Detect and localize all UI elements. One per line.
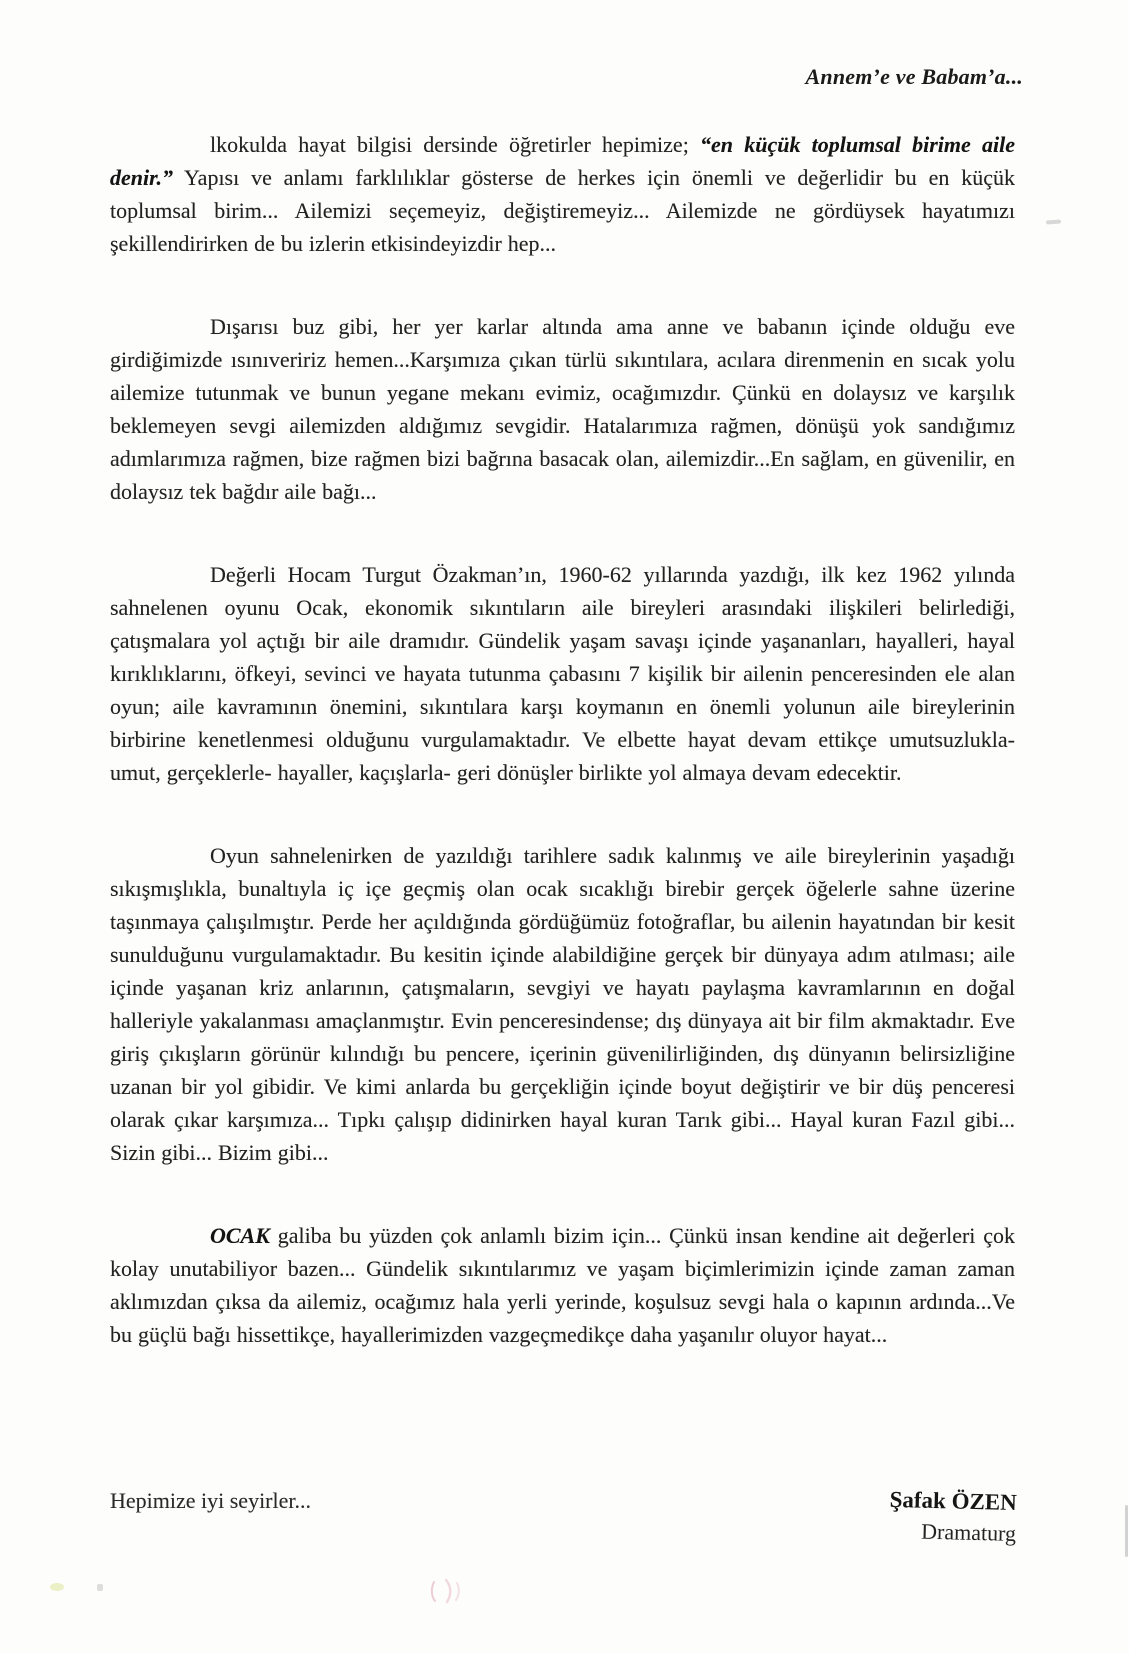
paragraph (110, 310, 1015, 508)
closing-line: Hepimize iyi seyirler... (110, 1488, 311, 1513)
emphasized-text: OCAK (210, 1223, 270, 1248)
body-paragraphs (110, 128, 1015, 1351)
signature-block (888, 1484, 1017, 1549)
signature-title: Dramaturg (920, 1518, 1017, 1546)
body-text-run: galiba bu yüzden çok anlamlı bizim için... Çünkü insan kendine ait değerleri çok kolay unutabiliyor bazen... Gündelik sıkıntılarımız ve yaşam biçimlerimizin içinde zaman zaman aklımızdan çıksa da ailemiz, ocağımız hala yerli yerinde, koşulsuz sevgi hala o kapının ardında...Ve bu güçlü bağı hissettikçe, hayallerimizden vazgeçmedikçe daha yaşanılır oluyor hayat... (110, 1223, 1015, 1347)
scan-artifact-yellow-dot (50, 1583, 64, 1591)
body-text-run: Değerli Hocam Turgut Özakman’ın, 1960-62 yıllarında yazdığı, ilk kez 1962 yılında sahnelenen oyunu Ocak, ekonomik sıkıntıların aile bireyleri arasındaki ilişkileri belirlediği, çatışmalara yol açtığı bir aile dramıdır. Gündelik yaşam savaşı içinde yaşananları, hayalleri, hayal kırıklıklarını, öfkeyi, sevinci ve hayata tutunma çabasını 7 kişilik bir ailenin penceresinden ele alan oyun; aile kavramının önemini, sıkıntılara karşı koymanın en önemli yolunun aile bireylerinin birbirine kenetlenmesi olduğunu vurgulamaktadır. Ve elbette hayat devam ettikçe umutsuzlukla- umut, gerçeklerle- hayaller, kaçışlarla- geri dönüşler birlikte yol almaya devam edecektir. (110, 562, 1015, 785)
emphasized-text: “en küçük toplumsal birime aile denir.” (110, 132, 1015, 190)
paragraph (110, 128, 1015, 260)
scan-artifact-edge (1125, 1505, 1128, 1557)
scan-artifact-speck (97, 1584, 103, 1591)
signature-name: Şafak ÖZEN (889, 1486, 1017, 1515)
body-text-run: Oyun sahnelenirken de yazıldığı tarihlere sadık kalınmış ve aile bireylerinin yaşadığı sıkışmışlıkla, bunaltıyla iç içe geçmiş olan ocak sıcaklığı birebir gerçek öğelerle sahne üzerine taşınmaya çalışılmıştır. Perde her açıldığında gördüğümüz fotoğraflar, bu ailenin hayatından bir kesit sunulduğunu vurgulamaktadır. Bu kesitin içinde alabildiğine gerçek bir dünyaya adım atılması; aile içinde yaşanan kriz anlarının, çatışmaların, sevgiyi ve hayatı paylaşma kavramlarının en doğal halleriyle yakalanması amaçlanmıştır. Evin penceresindense; dış dünyaya ait bir film akmaktadır. Eve giriş çıkışların görünür kılındığı bu pencere, içerinin güvenilirliğinden, dış dünyanın belirsizliğine uzanan bir yol gibidir. Ve kimi anlarda bu gerçekliğin içinde boyut değiştirir ve bir düş penceresi olarak çıkar karşımıza... Tıpkı çalışıp didinirken hayal kuran Tarık gibi... Hayal kuran Fazıl gibi... Sizin gibi... Bizim gibi... (110, 843, 1015, 1165)
body-text-run: Yapısı ve anlamı farklılıklar gösterse de herkes için önemli ve değerlidir bu en küçük toplumsal birim... Ailemizi seçemeyiz, değiştiremeyiz... Ailemizde ne gördüysek hayatımızı şekillendirirken de bu izlerin etkisindeyizdir hep... (110, 165, 1015, 256)
scan-artifact-dash (1046, 219, 1061, 224)
body-text-run: lkokulda hayat bilgisi dersinde öğretirler hepimize; (210, 132, 701, 157)
scan-artifact-pink-squiggle (428, 1578, 464, 1604)
body-text-run: Dışarısı buz gibi, her yer karlar altında ama anne ve babanın içinde olduğu eve girdiğimizde ısınıveririz hemen...Karşımıza çıkan türlü sıkıntılara, acılara direnmenin en sıcak yolu ailemize tutunmak ve bunun yegane mekanı evimiz, ocağımızdır. Çünkü en dolaysız ve karşılık beklemeyen sevgi ailemizden aldığımız sevgidir. Hatalarımıza rağmen, dönüşü yok sandığımız adımlarımıza rağmen, bize rağmen bizi bağrına basacak olan, ailemizdir...En sağlam, en güvenilir, en dolaysız tek bağdır aile bağı... (110, 314, 1015, 504)
paragraph (110, 558, 1015, 789)
dedication-line: Annem’e ve Babam’a... (805, 64, 1023, 89)
paragraph (110, 839, 1015, 1169)
paragraph (110, 1219, 1015, 1351)
